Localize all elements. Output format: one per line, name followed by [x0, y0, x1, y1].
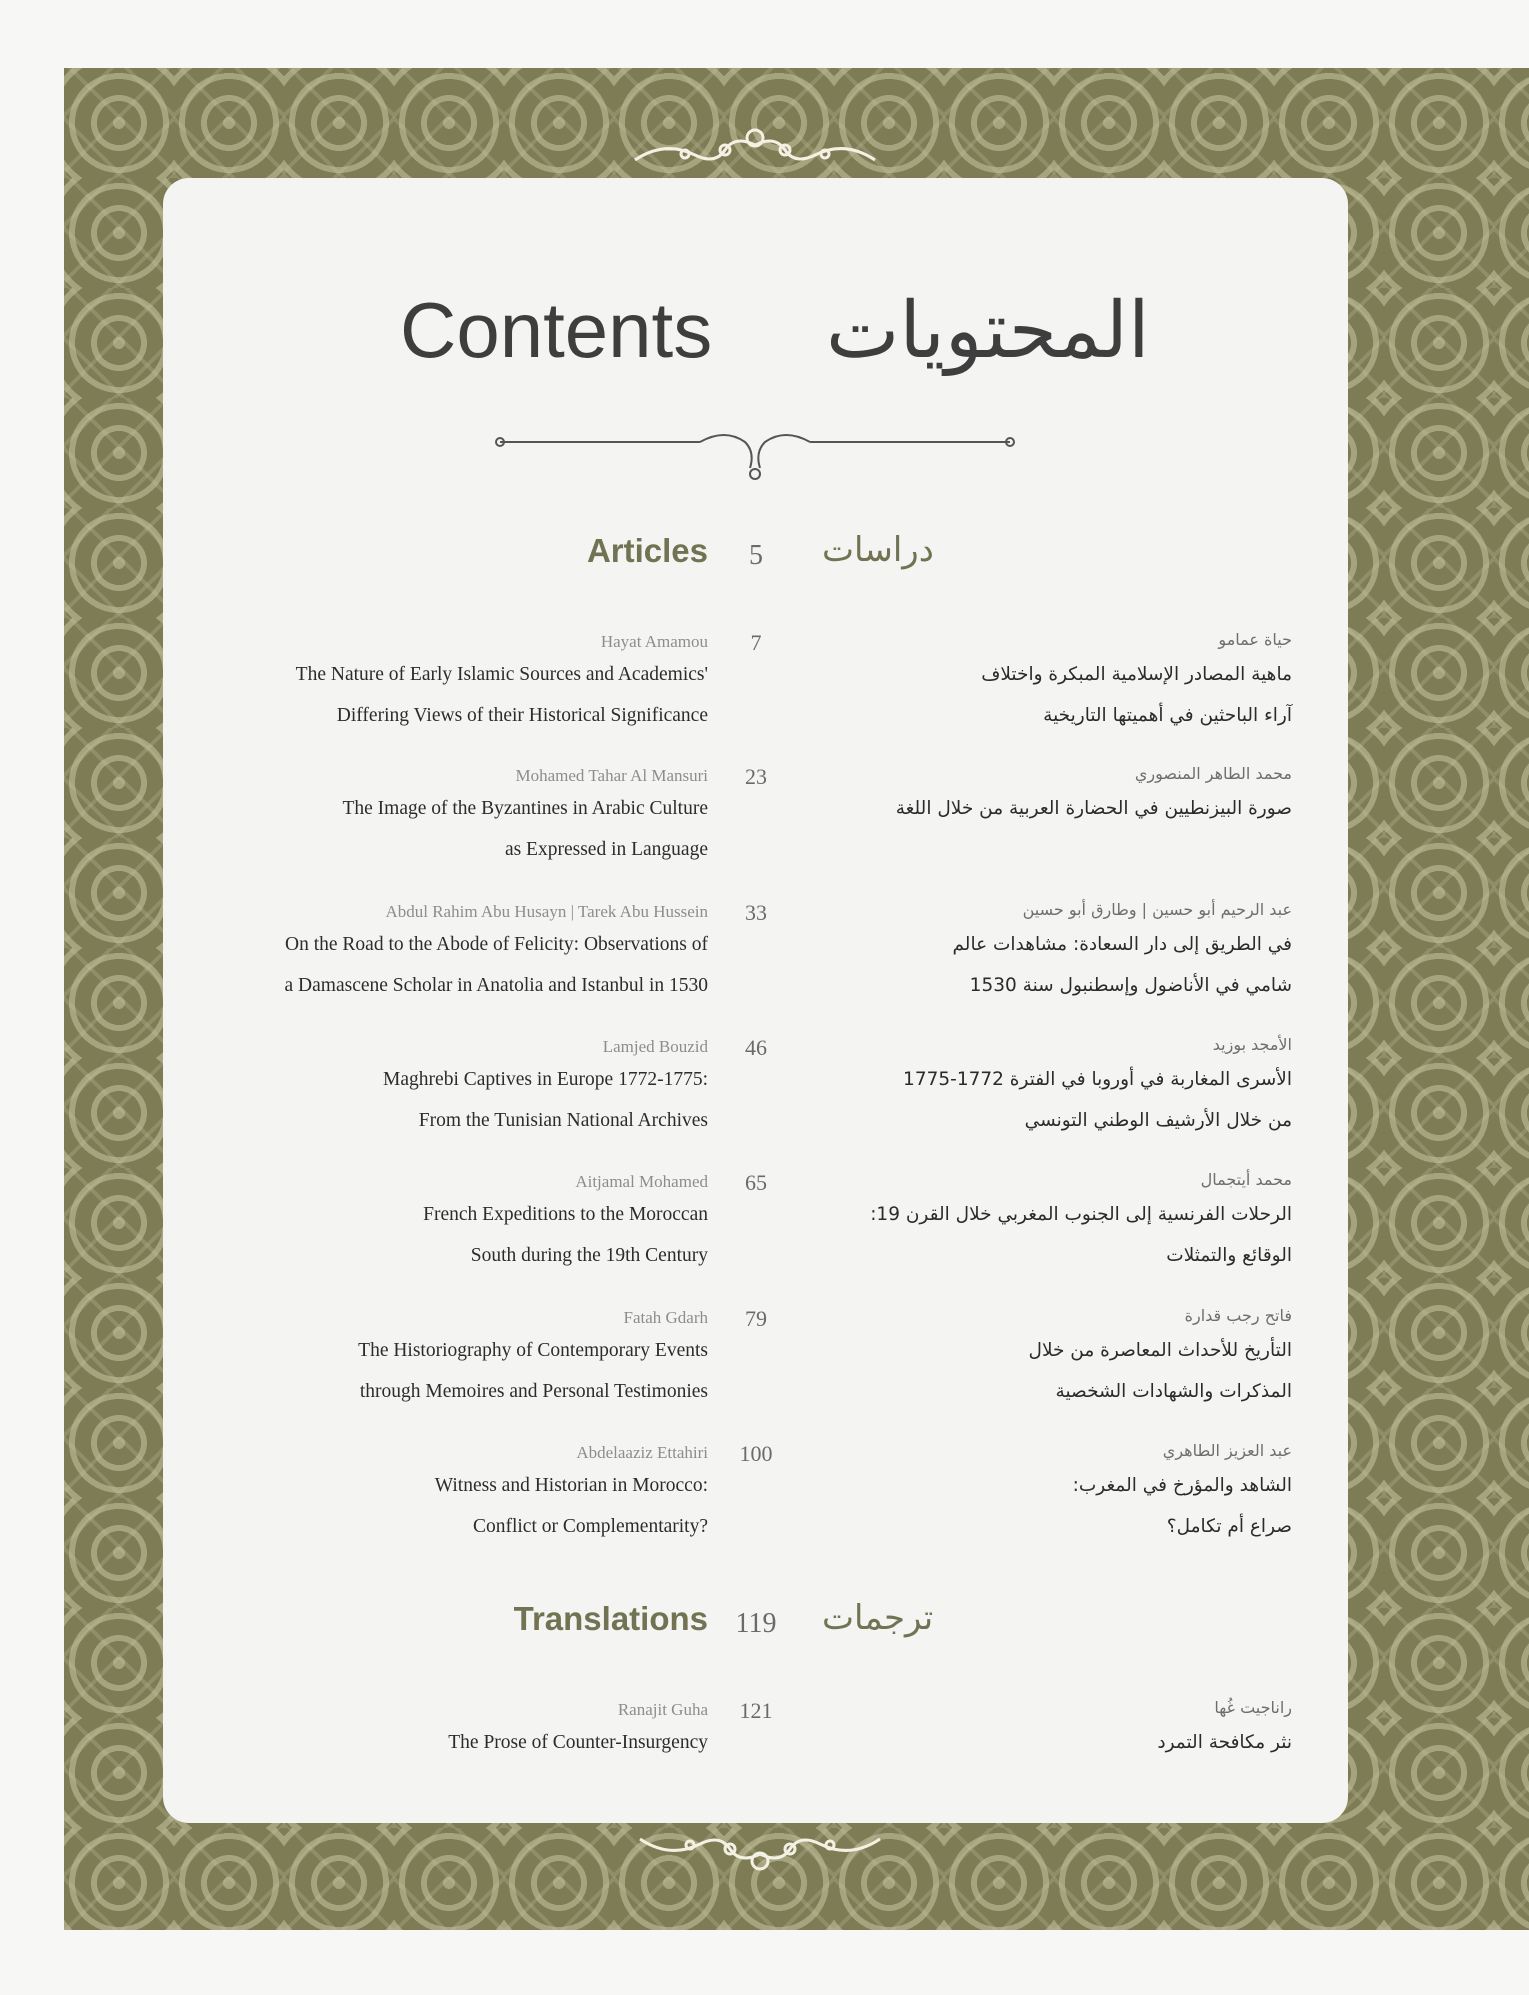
entry-title-ar-line: في الطريق إلى دار السعادة: مشاهدات عالم [952, 934, 1292, 955]
entry-page-number: 7 [750, 630, 762, 655]
entry-title-en-line: The Image of the Byzantines in Arabic Culture [342, 798, 708, 819]
entry-author-ar: محمد أيتجمال [1200, 1170, 1292, 1189]
entry-author-en: Hayat Amamou [600, 632, 708, 651]
entry-title-ar-line: ماهية المصادر الإسلامية المبكرة واختلاف [981, 664, 1292, 685]
entry-title-ar-line: شامي في الأناضول وإسطنبول سنة 1530 [969, 975, 1292, 996]
page-title-arabic: المحتويات [826, 286, 1150, 374]
entry-author-ar: عبد الرحيم أبو حسين | وطارق أبو حسين [1022, 900, 1292, 919]
entry-title-ar-line: التأريخ للأحداث المعاصرة من خلال [1028, 1340, 1292, 1361]
entry-title-en-line: Maghrebi Captives in Europe 1772-1775: [383, 1069, 708, 1090]
entry-title-ar-line: نثر مكافحة التمرد [1157, 1732, 1292, 1753]
entry-title-en-line: a Damascene Scholar in Anatolia and Istanbul in 1530 [284, 975, 708, 996]
entry-author-en: Lamjed Bouzid [602, 1037, 708, 1056]
entry-author-ar: فاتح رجب قدارة [1184, 1306, 1292, 1325]
entry-title-en-line: Witness and Historian in Morocco: [434, 1475, 708, 1496]
entry-author-en: Aitjamal Mohamed [575, 1172, 708, 1191]
section-articles-en: Articles [586, 532, 708, 569]
entry-title-ar-line: الشاهد والمؤرخ في المغرب: [1072, 1475, 1292, 1496]
section-translations-en: Translations [513, 1600, 708, 1637]
page-title-english: Contents [400, 286, 713, 374]
entry-title-en-line: through Memoires and Personal Testimonies [359, 1381, 708, 1402]
entry-title-ar-line: الرحلات الفرنسية إلى الجنوب المغربي خلال القرن 19: [870, 1204, 1292, 1225]
entry-title-ar-line: الأسرى المغاربة في أوروبا في الفترة 1772-1775 [903, 1069, 1292, 1090]
section-translations-ar: ترجمات [822, 1598, 934, 1638]
entry-page-number: 100 [739, 1441, 773, 1466]
entry-title-ar-line: المذكرات والشهادات الشخصية [1055, 1381, 1292, 1402]
divider-flourish-icon [480, 428, 1030, 488]
entry-title-en-line: South during the 19th Century [470, 1245, 708, 1266]
entry-title-ar-line: صراع أم تكامل؟ [1166, 1516, 1292, 1537]
entry-title-en-line: French Expeditions to the Moroccan [423, 1204, 708, 1225]
entry-author-en: Ranajit Guha [617, 1700, 708, 1719]
top-ornament-icon [625, 120, 885, 170]
entry-page-number: 33 [745, 900, 767, 925]
entry-author-ar: حياة عمامو [1218, 630, 1292, 649]
entry-title-en-line: On the Road to the Abode of Felicity: Observations of [285, 934, 708, 955]
entry-title-en-line: From the Tunisian National Archives [418, 1110, 708, 1131]
entry-title-ar-line: صورة البيزنطيين في الحضارة العربية من خلال اللغة [895, 798, 1292, 819]
entry-author-ar: عبد العزيز الطاهري [1162, 1441, 1292, 1460]
entry-page-number: 79 [745, 1306, 767, 1331]
entry-page-number: 46 [745, 1035, 767, 1060]
entry-author-en: Mohamed Tahar Al Mansuri [515, 766, 708, 785]
entry-title-en-line: The Historiography of Contemporary Events [358, 1340, 708, 1361]
entry-title-en-line: Differing Views of their Historical Significance [336, 705, 708, 726]
entry-title-ar-line: الوقائع والتمثلات [1166, 1245, 1292, 1266]
section-translations-page: 119 [735, 1608, 777, 1639]
entry-author-ar: راناجيت غُها [1214, 1698, 1292, 1717]
entry-author-en: Abdelaaziz Ettahiri [576, 1443, 708, 1462]
entry-page-number: 23 [745, 764, 767, 789]
entry-title-ar-line: من خلال الأرشيف الوطني التونسي [1024, 1110, 1292, 1131]
section-articles-page: 5 [749, 540, 763, 571]
entry-author-ar: الأمجد بوزيد [1212, 1035, 1292, 1054]
entry-title-ar-line: آراء الباحثين في أهميتها التاريخية [1043, 705, 1292, 726]
entry-author-ar: محمد الطاهر المنصوري [1134, 764, 1292, 783]
bottom-ornament-icon [630, 1827, 890, 1877]
entry-title-en-line: The Prose of Counter-Insurgency [448, 1732, 708, 1753]
entry-title-en-line: The Nature of Early Islamic Sources and Academics' [295, 664, 708, 685]
entry-page-number: 65 [745, 1170, 767, 1195]
entry-page-number: 121 [739, 1698, 773, 1723]
entry-author-en: Fatah Gdarh [623, 1308, 708, 1327]
entry-title-en-line: Conflict or Complementarity? [472, 1516, 708, 1537]
entry-title-en-line: as Expressed in Language [504, 839, 708, 860]
entry-author-en: Abdul Rahim Abu Husayn | Tarek Abu Hussein [385, 902, 708, 921]
section-articles-ar: دراسات [822, 530, 934, 570]
